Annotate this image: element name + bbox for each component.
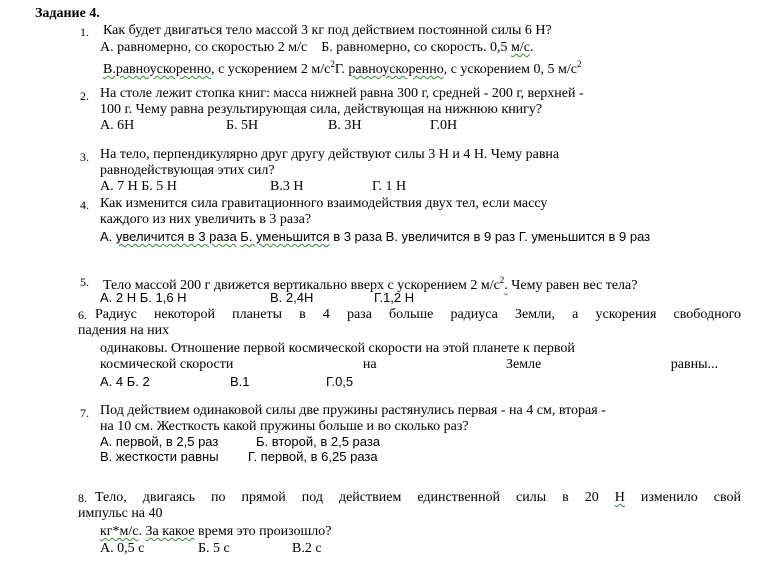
question-text: космической скорости на Земле равны... xyxy=(100,357,718,372)
option-a: А. равномерно, со скоростью 2 м/с xyxy=(100,40,308,55)
answer-row: А. увеличится в 3 раза Б. уменьшится в 3 раза В. увеличится в 9 раз Г. уменьшится в 9 раз xyxy=(100,229,651,244)
answer-option: А. первой, в 2,5 раз xyxy=(100,434,219,449)
option-g: Г. равноускоренно, с ускорением 0, 5 $м/с^2$ xyxy=(334,59,582,77)
answer-option: В.3 Н xyxy=(270,179,304,194)
answer-option: В.1 xyxy=(230,374,250,389)
answer-option: Г.1,2 Н xyxy=(374,290,415,305)
answer-option: В. 3Н xyxy=(328,118,362,133)
task-heading: Задание 4. xyxy=(35,6,100,21)
question-text: падения на них xyxy=(78,323,170,338)
question-text: на 10 см. Жесткость какой пружины больше и во сколько раз? xyxy=(100,419,469,434)
question-number: 2. xyxy=(80,89,89,103)
answer-option: Г.0Н xyxy=(430,118,458,133)
question-text: кг*м/с. За какое время это произошло? xyxy=(100,524,332,539)
question-text: равнодействующая этих сил? xyxy=(100,163,275,178)
answer-option: А. 7 Н Б. 5 Н xyxy=(100,179,177,194)
answer-option: Г. первой, в 6,25 раза xyxy=(248,449,378,464)
question-text: Тело массой 200 г движется вертикально вверх с ускорением 2 $м/с^2$. Чему равен вес тела? xyxy=(103,275,638,293)
question-number: 5. xyxy=(80,275,89,289)
question-number: 1. xyxy=(80,25,89,39)
question-text: 100 г. Чему равна результирующая сила, действующая на нижнюю книгу? xyxy=(100,102,543,117)
option-b: Б. равномерно, со скорость. 0,5 м/с. xyxy=(321,40,534,55)
question-text: На тело, перпендикулярно друг другу действуют силы 3 Н и 4 Н. Чему равна xyxy=(100,147,560,162)
answer-option: А. 6Н xyxy=(100,118,135,133)
answer-option: Г.0,5 xyxy=(326,374,354,389)
answer-row xyxy=(103,56,581,78)
answer-option: Б. второй, в 2,5 раза xyxy=(256,434,381,449)
answer-option: Б. 5 с xyxy=(198,541,230,556)
answer-option: А. 2 Н Б. 1,6 Н xyxy=(100,290,187,305)
question-text: Под действием одинаковой силы две пружины растянулись первая - на 4 см, вторая - xyxy=(100,403,606,418)
answer-option: Г. 1 Н xyxy=(372,179,407,194)
answer-option: В.2 с xyxy=(292,541,322,556)
question-number: 6. xyxy=(78,308,87,322)
answer-option: А. 4 Б. 2 xyxy=(100,374,150,389)
answer-option: А. 0,5 с xyxy=(100,541,145,556)
question-number: 3. xyxy=(80,150,89,164)
question-number: 8. xyxy=(78,491,87,505)
answer-option: В. 2,4Н xyxy=(270,290,314,305)
question-text: 6. Радиус некоторой планеты в 4 раза больше радиуса Земли, а ускорения свободного xyxy=(78,307,741,322)
question-text: На столе лежит стопка книг: масса нижней равна 300 г, средней - 200 г, верхней - xyxy=(100,86,584,101)
question-text: 8. Тело, двигаясь по прямой под действием единственной силы в 20 Н изменило свой xyxy=(78,490,741,505)
question-number: 7. xyxy=(80,406,89,420)
answer-option: Б. 5Н xyxy=(226,118,259,133)
question-text: импульс на 40 xyxy=(78,506,163,521)
option-v: В.равноускоренно, с ускорением 2 $м/с^2$ xyxy=(103,59,335,77)
question-text: Как изменится сила гравитационного взаимодействия двух тел, если массу xyxy=(100,196,548,211)
question-text: одинаковы. Отношение первой космической скорости на этой планете к первой xyxy=(100,341,575,356)
answer-option: В. жесткости равны xyxy=(100,449,219,464)
question-text: каждого из них увеличить в 3 раза? xyxy=(100,212,312,227)
answer-row xyxy=(100,40,533,56)
question-number: 4. xyxy=(80,198,89,212)
question-text: Как будет двигаться тело массой 3 кг под действием постоянной силы 6 Н? xyxy=(103,23,552,38)
